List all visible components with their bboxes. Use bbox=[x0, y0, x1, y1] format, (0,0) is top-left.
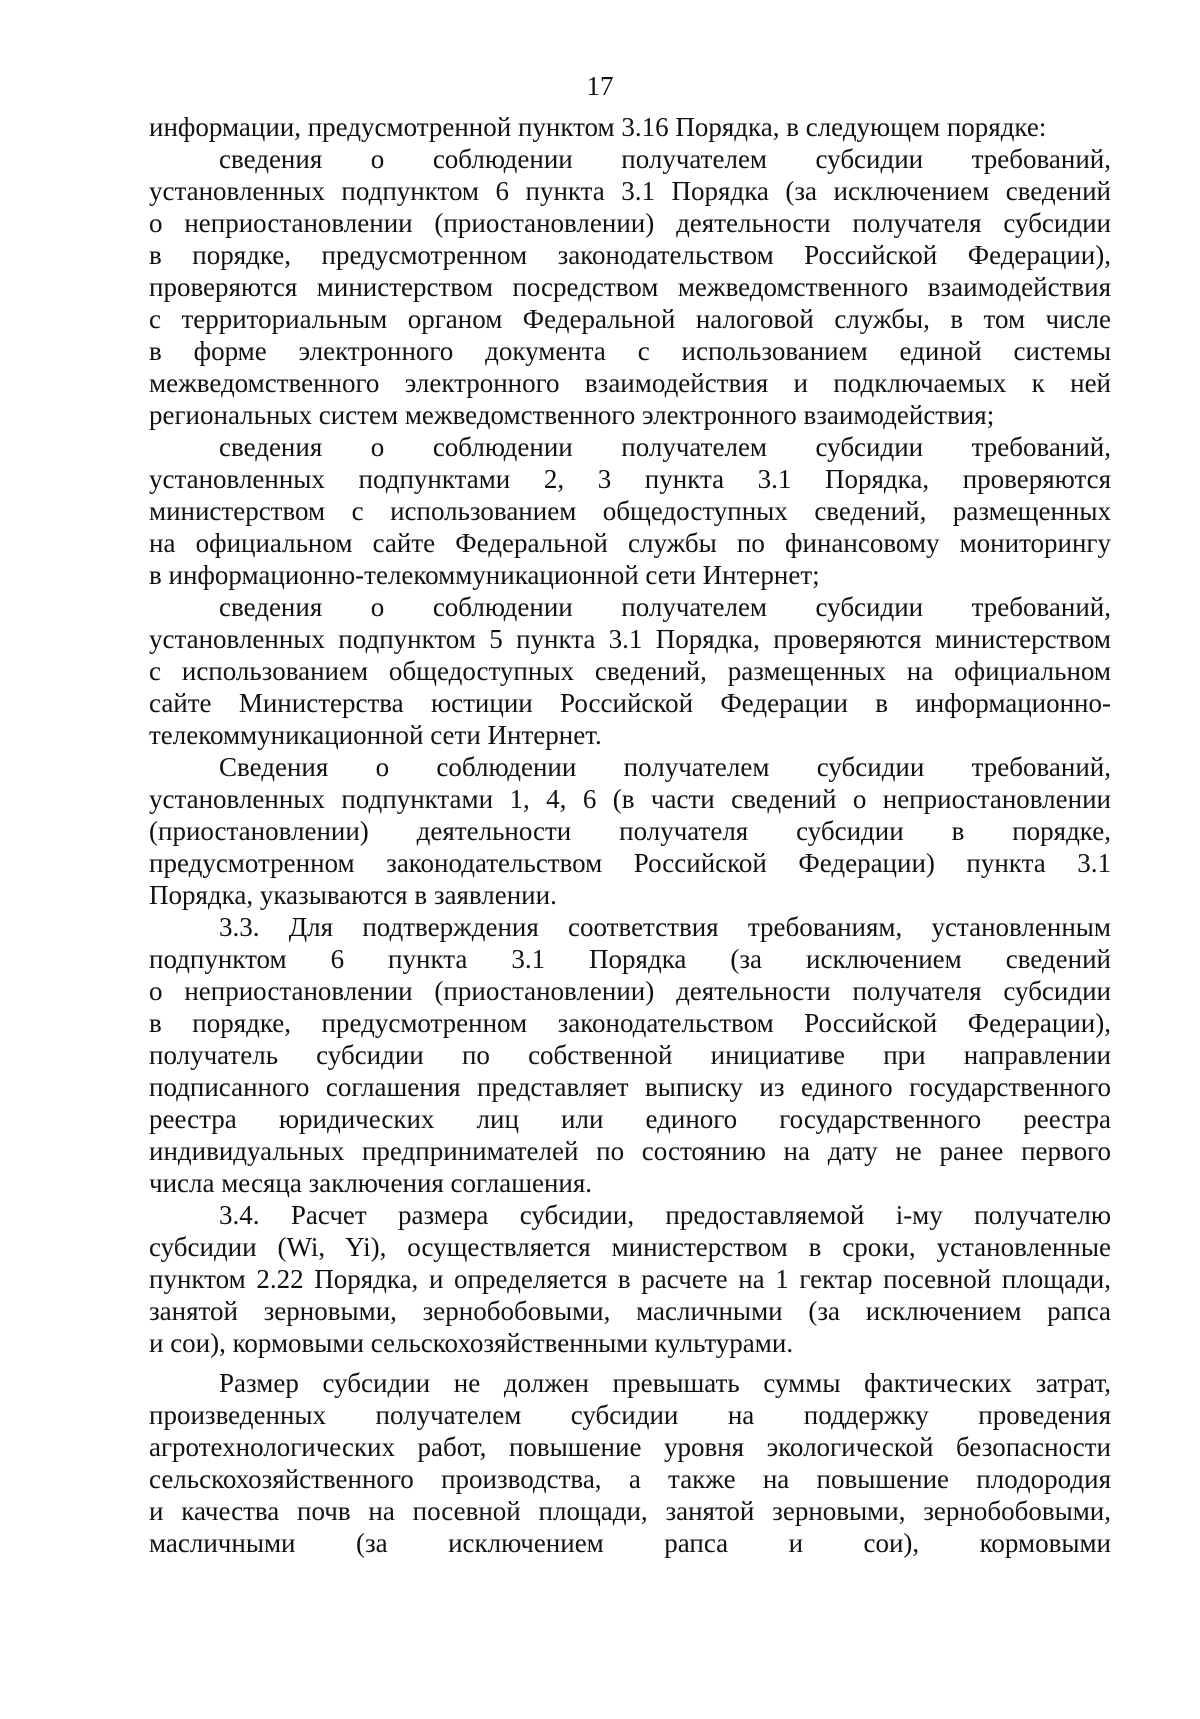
text-line: масличными (за исключением рапса и сои), кормовыми bbox=[149, 1528, 1111, 1558]
text-line: реестра юридических лиц или единого государственного реестра bbox=[149, 1104, 1111, 1134]
paragraph bbox=[149, 911, 1111, 1199]
text-line: установленных подпунктом 5 пункта 3.1 Порядка, проверяются министерством bbox=[149, 624, 1111, 654]
text-line: в порядке, предусмотренном законодательством Российской Федерации), bbox=[149, 1008, 1111, 1038]
text-line: межведомственного электронного взаимодействия и подключаемых к ней bbox=[149, 368, 1111, 398]
text-line: в порядке, предусмотренном законодательством Российской Федерации), bbox=[149, 240, 1111, 270]
text-line: в информационно-телекоммуникационной сети Интернет; bbox=[149, 560, 820, 590]
text-line: подписанного соглашения представляет выписку из единого государственного bbox=[149, 1072, 1111, 1102]
text-line: Сведения о соблюдении получателем субсидии требований, bbox=[219, 752, 1111, 782]
text-line: региональных систем межведомственного электронного взаимодействия; bbox=[149, 400, 995, 430]
text-line: установленных подпунктами 1, 4, 6 (в части сведений о неприостановлении bbox=[149, 784, 1111, 814]
paragraph bbox=[149, 591, 1111, 751]
paragraph bbox=[149, 751, 1111, 911]
text-line: подпунктом 6 пункта 3.1 Порядка (за исключением сведений bbox=[149, 944, 1111, 974]
text-line: с использованием общедоступных сведений, размещенных на официальном bbox=[149, 656, 1111, 686]
paragraph bbox=[149, 1367, 1111, 1559]
text-line: агротехнологических работ, повышение уровня экологической безопасности bbox=[149, 1432, 1111, 1462]
text-line: индивидуальных предпринимателей по состоянию на дату не ранее первого bbox=[149, 1136, 1111, 1166]
page-number: 17 bbox=[586, 71, 614, 101]
text-line: сведения о соблюдении получателем субсидии требований, bbox=[219, 432, 1111, 462]
text-line: пунктом 2.22 Порядка, и определяется в расчете на 1 гектар посевной площади, bbox=[149, 1264, 1111, 1294]
text-line: произведенных получателем субсидии на поддержку проведения bbox=[149, 1400, 1111, 1430]
text-line: занятой зерновыми, зернобобовыми, масличными (за исключением рапса bbox=[149, 1296, 1111, 1326]
text-line: 3.3. Для подтверждения соответствия требованиям, установленным bbox=[219, 912, 1111, 942]
text-line: Размер субсидии не должен превышать суммы фактических затрат, bbox=[219, 1368, 1111, 1398]
text-line: установленных подпунктами 2, 3 пункта 3.1 Порядка, проверяются bbox=[149, 464, 1111, 494]
text-line: предусмотренном законодательством Российской Федерации) пункта 3.1 bbox=[149, 848, 1111, 878]
text-line: с территориальным органом Федеральной налоговой службы, в том числе bbox=[149, 304, 1111, 334]
text-line: министерством с использованием общедоступных сведений, размещенных bbox=[149, 496, 1111, 526]
text-line: сельскохозяйственного производства, а также на повышение плодородия bbox=[149, 1464, 1111, 1494]
document-body bbox=[149, 111, 1111, 1559]
text-line: получатель субсидии по собственной инициативе при направлении bbox=[149, 1040, 1111, 1070]
paragraph bbox=[149, 1199, 1111, 1359]
text-line: сведения о соблюдении получателем субсидии требований, bbox=[219, 144, 1111, 174]
text-line: телекоммуникационной сети Интернет. bbox=[149, 720, 602, 750]
text-line: установленных подпунктом 6 пункта 3.1 Порядка (за исключением сведений bbox=[149, 176, 1111, 206]
text-line: субсидии (Wi, Yi), осуществляется министерством в сроки, установленные bbox=[149, 1232, 1111, 1262]
text-line: и сои), кормовыми сельскохозяйственными культурами. bbox=[149, 1328, 794, 1358]
text-line: информации, предусмотренной пунктом 3.16 Порядка, в следующем порядке: bbox=[149, 112, 1047, 142]
text-line: в форме электронного документа с использованием единой системы bbox=[149, 336, 1111, 366]
paragraph bbox=[149, 143, 1111, 431]
text-line: проверяются министерством посредством межведомственного взаимодействия bbox=[149, 272, 1111, 302]
text-line: сайте Министерства юстиции Российской Федерации в информационно- bbox=[149, 688, 1111, 718]
text-line: на официальном сайте Федеральной службы по финансовому мониторингу bbox=[149, 528, 1111, 558]
text-line: 3.4. Расчет размера субсидии, предоставляемой i-му получателю bbox=[219, 1200, 1111, 1230]
text-line: и качества почв на посевной площади, занятой зерновыми, зернобобовыми, bbox=[149, 1496, 1111, 1526]
text-line: о неприостановлении (приостановлении) деятельности получателя субсидии bbox=[149, 208, 1111, 238]
paragraph bbox=[149, 111, 1111, 143]
text-line: числа месяца заключения соглашения. bbox=[149, 1168, 593, 1198]
text-line: (приостановлении) деятельности получателя субсидии в порядке, bbox=[149, 816, 1111, 846]
text-line: сведения о соблюдении получателем субсидии требований, bbox=[219, 592, 1111, 622]
text-line: о неприостановлении (приостановлении) деятельности получателя субсидии bbox=[149, 976, 1111, 1006]
paragraph bbox=[149, 431, 1111, 591]
text-line: Порядка, указываются в заявлении. bbox=[149, 880, 557, 910]
